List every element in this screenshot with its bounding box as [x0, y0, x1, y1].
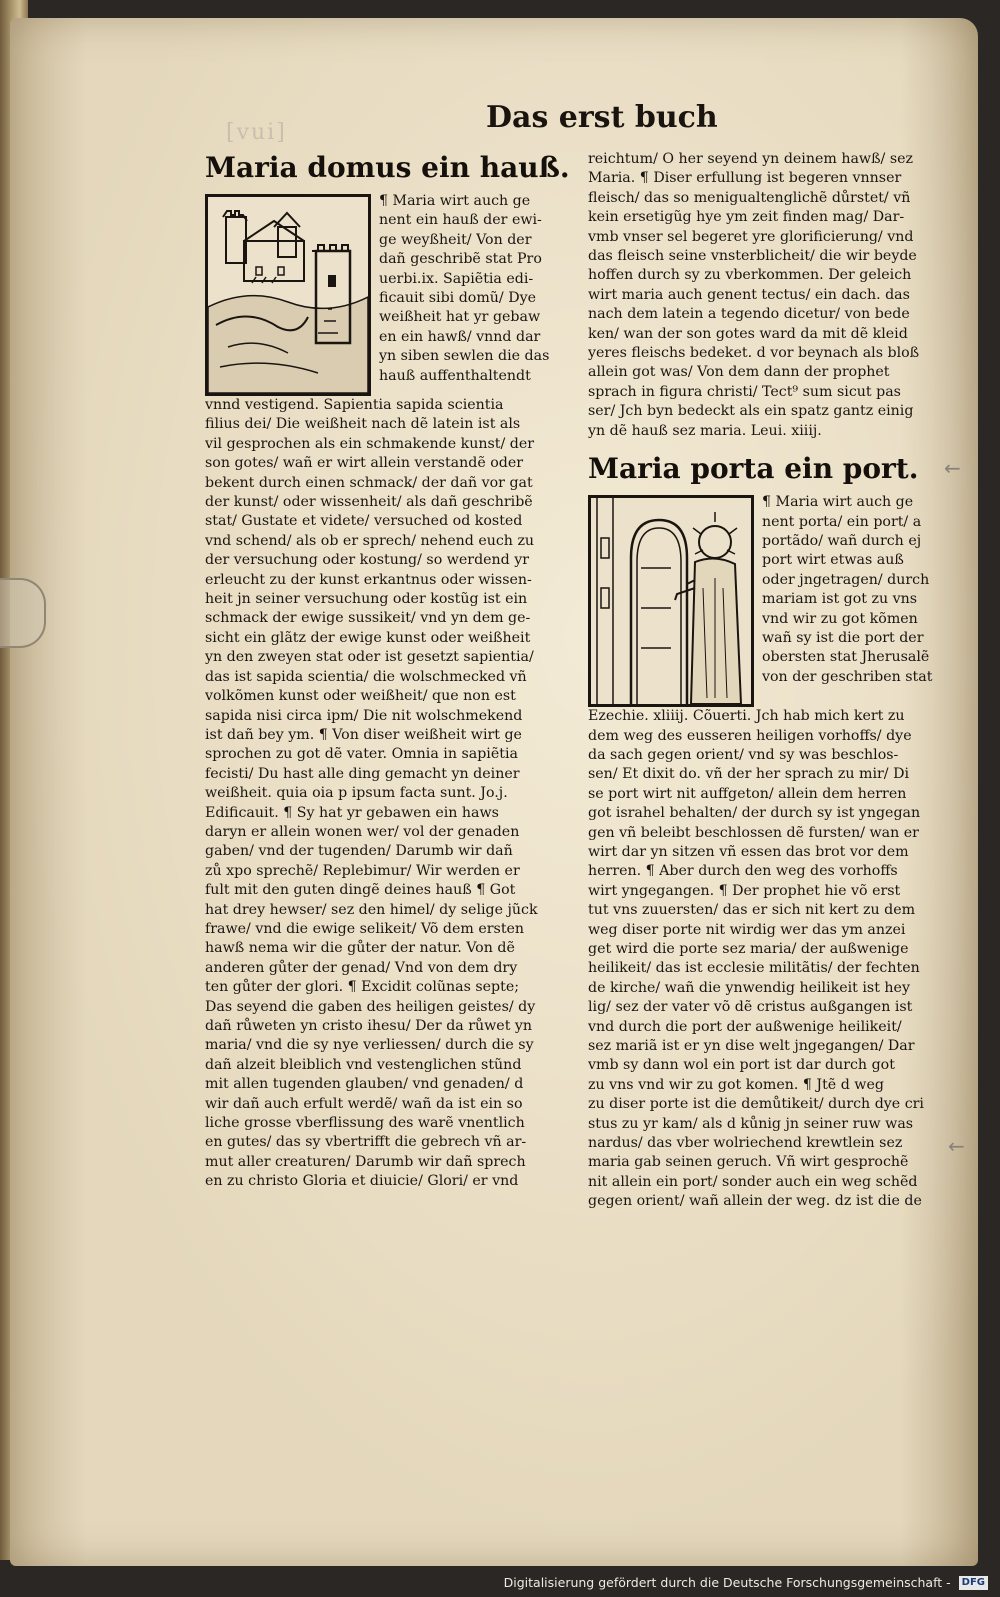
text-line: en zu christo Gloria et diuicie/ Glori/ er vnd: [205, 1173, 519, 1190]
text-line: vmb sy dann wol ein port ist dar durch got: [588, 1057, 895, 1074]
text-line: herren. ¶ Aber durch den weg des vorhoffs: [588, 863, 898, 880]
beside-text-porta: [762, 493, 940, 687]
text-line: stus zu yr kam/ als d kůnig jn seiner ruw was: [588, 1115, 914, 1132]
text-line: sapida nisi circa ipm/ Die nit wolschmekend: [205, 707, 523, 724]
text-line: frawe/ vnd die ewige selikeit/ Võ dem ersten: [205, 920, 525, 937]
text-line: das fleisch seine vnsterblicheit/ die wir beyde: [588, 248, 917, 265]
text-line: heit jn seiner versuchung oder kostũg ist ein: [205, 591, 528, 608]
beside-text-domus: [379, 192, 563, 386]
text-line: ge weyßheit/ Von der: [379, 231, 532, 248]
text-line: nardus/ das vber wolriechend krewtlein sez: [588, 1135, 903, 1152]
text-line: de kirche/ wañ die ynwendig heilikeit ist hey: [588, 979, 910, 996]
text-line: ist dañ bey ym. ¶ Von diser weißheit wirt ge: [205, 726, 522, 743]
text-line: port wirt etwas auß: [762, 552, 904, 569]
funding-credit: [504, 1575, 988, 1591]
text-line: ¶ Maria wirt auch ge: [762, 494, 914, 511]
text-line: reichtum/ O her seyend yn deinem hawß/ sez: [588, 151, 913, 167]
text-line: der versuchung oder kostung/ so werdend yr: [205, 552, 530, 569]
text-line: yeres fleischs bedeket. d vor beynach als bloß: [588, 345, 920, 362]
text-line: yn siben sewlen die das: [379, 348, 550, 365]
text-line: sicht ein glãtz der ewige kunst oder weißheit: [205, 629, 531, 646]
text-line: vmb vnser sel begeret yre glorificierung/ vnd: [588, 228, 914, 245]
text-line: von der geschriben stat: [762, 668, 933, 685]
funding-credit-text: Digitalisierung gefördert durch die Deutsche Forschungsgemeinschaft -: [503, 1574, 951, 1590]
text-line: wañ sy ist die port der: [762, 629, 924, 646]
text-line: nit allein ein port/ sonder auch ein weg schẽd: [588, 1173, 918, 1190]
margin-arrow-icon: ←: [944, 456, 961, 480]
text-line: ken/ wan der son gotes ward da mit dẽ kleid: [588, 325, 908, 342]
text-line: liche grosse vberflissung des warẽ vnentlich: [205, 1115, 525, 1132]
text-line: wirt dar yn sitzen vñ essen das brot vor dem: [588, 843, 909, 860]
right-column: [588, 150, 940, 1212]
text-line: Ezechie. xliiij. Cõuerti. Jch hab mich kert zu: [588, 708, 905, 725]
section-title-porta: Maria porta ein port.: [588, 452, 919, 486]
text-line: hauß auffenthaltendt: [379, 367, 531, 384]
text-line: fult mit den guten dingẽ deines hauß ¶ Got: [205, 882, 516, 899]
text-line: fecisti/ Du hast alle ding gemacht yn deiner: [205, 765, 520, 782]
text-line: get wird die porte sez maria/ der außwenige: [588, 940, 909, 957]
text-line: ¶ Maria wirt auch ge: [379, 193, 531, 209]
text-line: heilikeit/ das ist ecclesie militãtis/ der fechten: [588, 960, 920, 977]
text-line: nent ein hauß der ewi-: [379, 212, 542, 229]
text-line: dañ růweten yn cristo ihesu/ Der da růwet yn: [205, 1018, 533, 1034]
text-line: zu vns vnd wir zu got komen. ¶ Jtẽ d weg: [588, 1076, 884, 1093]
text-line: mit allen tugenden glauben/ vnd genaden/ d: [205, 1076, 524, 1093]
text-line: wir dañ auch erfult werdẽ/ wañ da ist ein so: [205, 1095, 523, 1112]
text-line: hoffen durch sy zu vberkommen. Der geleich: [588, 267, 912, 284]
text-line: portãdo/ wañ durch ej: [762, 532, 922, 549]
text-line: daryn er allein wonen wer/ vol der genaden: [205, 823, 520, 840]
text-line: hawß nema wir die gůter der natur. Von dẽ: [205, 940, 515, 957]
text-line: ficauit sibi domũ/ Dye: [379, 290, 536, 307]
text-line: gaben/ vnd der tugenden/ Darumb wir dañ: [205, 843, 513, 860]
text-line: vnd durch die port der außwenige heilikeit/: [588, 1018, 902, 1035]
text-line: nent porta/ ein port/ a: [762, 513, 922, 530]
left-column: [205, 150, 570, 1192]
woodcut-house-image: [205, 194, 371, 396]
text-line: yn dẽ hauß sez maria. Leui. xiiij.: [588, 422, 822, 439]
text-line: ten gůter der glori. ¶ Excidit colũnas septe;: [205, 979, 520, 996]
text-line: sprach in figura christi/ Tect⁹ sum sicut pas: [588, 383, 901, 400]
text-line: Edificauit. ¶ Sy hat yr gebawen ein haws: [205, 804, 499, 821]
figure-block-gate: [588, 493, 940, 707]
page-clip-tab: [0, 578, 46, 648]
body-text-domus: [205, 396, 563, 1192]
faint-folio-mark: [vui]: [226, 120, 287, 145]
text-line: lig/ sez der vater võ dẽ cristus außgangen ist: [588, 999, 913, 1016]
text-line: der kunst/ oder wissenheit/ als dañ geschribẽ: [205, 494, 533, 511]
text-line: sez mariã ist er yn dise welt jngegangen/ Dar: [588, 1038, 915, 1054]
text-line: uerbi.ix. Sapiẽtia edi-: [379, 270, 534, 287]
text-line: son gotes/ wañ er wirt allein verstandẽ oder: [205, 455, 524, 472]
text-line: das ist sapida scientia/ die wolschmecked vñ: [205, 668, 527, 685]
text-line: en ein hawß/ vnnd dar: [379, 328, 541, 345]
text-line: hat drey hewser/ sez den himel/ dy selige jũck: [205, 901, 538, 918]
woodcut-gate-image: [588, 495, 754, 707]
dfg-logo: DFG: [959, 1576, 988, 1590]
text-line: yn den zweyen stat oder ist gesetzt sapientia/: [205, 649, 534, 666]
text-line: stat/ Gustate et videte/ versuched od kosted: [205, 513, 523, 530]
text-line: weg diser porte nit wirdig wer das ym anzei: [588, 921, 906, 938]
text-line: fleisch/ das so menigualtenglichẽ důrstet/ vñ: [588, 189, 911, 206]
text-line: allein got was/ Von dem dann der prophet: [588, 364, 890, 381]
text-line: wirt maria auch genent tectus/ ein dach. das: [588, 286, 910, 303]
text-line: maria gab seinen geruch. Vñ wirt gesprochẽ: [588, 1154, 909, 1171]
text-line: da sach gegen orient/ vnd sy was beschlos-: [588, 746, 899, 763]
text-line: erleucht zu der kunst erkantnus oder wissen-: [205, 571, 532, 588]
text-line: vnd wir zu got kõmen: [762, 610, 918, 627]
text-line: got israhel behalten/ der durch sy ist yngegan: [588, 805, 921, 822]
text-line: se port wirt nit auffgeton/ allein dem herren: [588, 785, 907, 802]
text-line: maria/ vnd die sy nye verliessen/ durch die sy: [205, 1037, 534, 1054]
text-line: dañ geschribẽ stat Pro: [379, 251, 542, 268]
text-line: weißheit hat yr gebaw: [379, 309, 541, 326]
text-line: filius dei/ Die weißheit nach dẽ latein ist als: [205, 416, 521, 433]
text-line: ser/ Jch byn bedeckt als ein spatz gantz einig: [588, 403, 914, 420]
running-head: Das erst buch: [486, 100, 718, 135]
text-line: Maria. ¶ Diser erfullung ist begeren vnnser: [588, 170, 902, 187]
text-line: vil gesprochen als ein schmakende kunst/ der: [205, 435, 535, 452]
text-line: vnd schend/ als ob er sprech/ nehend euch zu: [205, 532, 535, 549]
text-line: dem weg des eusseren heiligen vorhoffs/ dye: [588, 727, 912, 744]
text-line: mariam ist got zu vns: [762, 591, 918, 608]
figure-block-house: [205, 192, 563, 396]
text-line: bekent durch einen schmack/ der dañ vor gat: [205, 474, 533, 491]
text-line: anderen gůter der genad/ Vnd von dem dry: [205, 959, 518, 976]
text-line: en gutes/ das sy vbertrifft die gebrech vñ ar-: [205, 1134, 527, 1151]
text-line: dañ alzeit bleiblich vnd vestenglichen stũnd: [205, 1056, 522, 1073]
text-line: oder jngetragen/ durch: [762, 571, 930, 588]
section-title-domus: Maria domus ein hauß.: [205, 151, 570, 184]
text-line: zu diser porte ist die demůtikeit/ durch dye cri: [588, 1096, 924, 1113]
margin-arrow-icon: ←: [948, 1134, 965, 1158]
text-line: weißheit. quia oia p ipsum facta sunt. Jo.j.: [205, 785, 508, 802]
text-line: mut aller creaturen/ Darumb wir dañ sprech: [205, 1153, 526, 1170]
text-line: Das seyend die gaben des heiligen geistes/ dy: [205, 998, 536, 1015]
text-line: sen/ Et dixit do. vñ der her sprach zu mir/ Di: [588, 766, 909, 783]
text-line: kein ersetigũg hye ym zeit finden mag/ Dar-: [588, 209, 905, 226]
body-text-continued: [588, 150, 940, 441]
text-line: gegen orient/ wañ allein der weg. dz ist die de: [588, 1193, 922, 1210]
text-line: schmack der ewige sussikeit/ vnd yn dem ge-: [205, 610, 531, 627]
text-line: vnnd vestigend. Sapientia sapida scientia: [205, 397, 504, 413]
text-line: nach dem latein a tegendo dicetur/ von bede: [588, 306, 910, 323]
text-line: wirt yngegangen. ¶ Der prophet hie võ erst: [588, 882, 901, 899]
footer-bar: [0, 1567, 1000, 1597]
text-line: gen vñ beleibt beschlossen dẽ fursten/ wan er: [588, 824, 919, 841]
text-line: zů xpo sprechẽ/ Replebimur/ Wir werden er: [205, 862, 520, 879]
body-text-porta: [588, 707, 940, 1212]
text-line: tut vns zuuersten/ das er sich nit kert zu dem: [588, 902, 916, 919]
text-line: volkõmen kunst oder weißheit/ que non est: [205, 688, 516, 705]
text-line: obersten stat Jherusalẽ: [762, 649, 930, 666]
text-line: sprochen zu got dẽ vater. Omnia in sapiẽtia: [205, 746, 518, 763]
